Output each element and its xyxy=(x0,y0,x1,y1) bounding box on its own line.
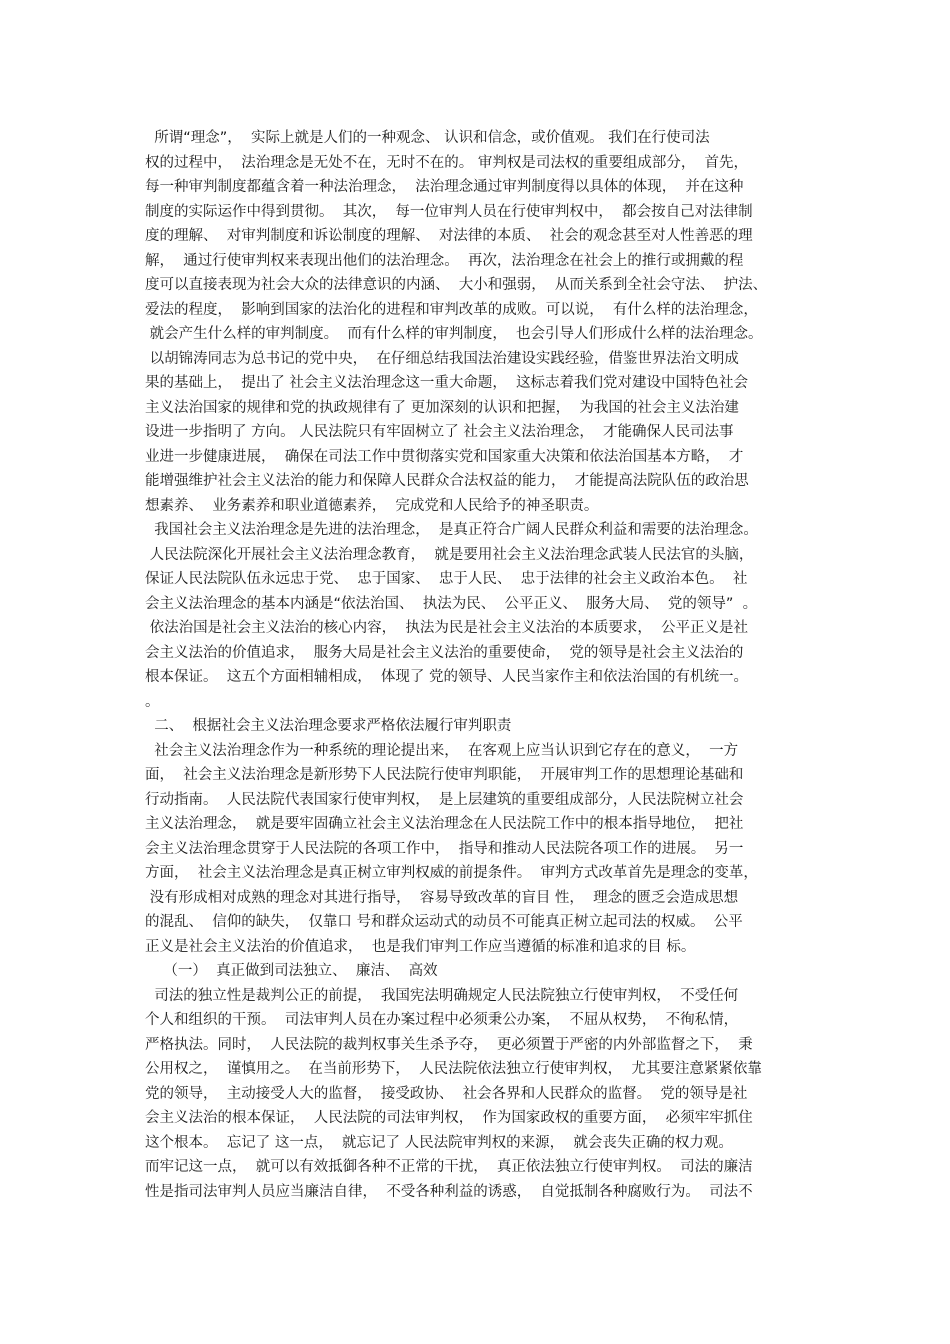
document-page xyxy=(145,126,817,1204)
text-line: 以胡锦涛同志为总书记的党中央， 在仔细总结我国法治建设实践经验，借鉴世界法治文明成 xyxy=(145,350,739,367)
text-line: 度的理解、 对审判制度和诉讼制度的理解、 对法律的本质、 社会的观念甚至对人性善恶的理 xyxy=(145,228,753,244)
text-line: 能增强维护社会主义法治的能力和保障人民群众合法权益的能力， 才能提高法院队伍的政治思 xyxy=(145,473,749,489)
text-line: 我国社会主义法治理念是先进的法治理念， 是真正符合广阔人民群众利益和需要的法治理念。 xyxy=(145,522,758,538)
text-line: 会主义法治理念贯穿于人民法院的各项工作中， 指导和推动人民法院各项工作的进展。 另一 xyxy=(145,840,744,857)
text-line: 而牢记这一点， 就可以有效抵御各种不正常的干扰， 真正依法独立行使审判权。 司法的廉洁 xyxy=(145,1159,753,1175)
text-line: 所谓“理念”， 实际上就是人们的一种观念、 认识和信念，或价值观。 我们在行使司法 xyxy=(145,130,710,146)
text-line: 方面， 社会主义法治理念是真正树立审判权威的前提条件。 审判方式改革首先是理念的变革， xyxy=(145,865,758,881)
text-line: 个人和组织的干预。 司法审判人员在办案过程中必须秉公办案， 不屈从权势， 不徇私情， xyxy=(145,1012,739,1028)
text-line: 会主义法治的价值追求， 服务大局是社会主义法治的重要使命， 党的领导是社会主义法治的 xyxy=(145,644,744,661)
text-line: 的混乱、 信仰的缺失， 仅靠口 号和群众运动式的动员不可能真正树立起司法的权威。 公平 xyxy=(145,914,743,930)
text-line: 会主义法治的根本保证， 人民法院的司法审判权， 作为国家政权的重要方面， 必须牢牢抓住 xyxy=(145,1110,753,1126)
text-line: 每一种审判制度都蕴含着一种法治理念， 法治理念通过审判制度得以具体的体现， 并在这种 xyxy=(145,179,744,195)
text-line: 严格执法。同时， 人民法院的裁判权事关生杀予夺， 更必须置于严密的内外部监督之下， 秉 xyxy=(145,1036,753,1053)
text-line: 正义是社会主义法治的价值追求， 也是我们审判工作应当遵循的标准和追求的目 标。 xyxy=(145,938,696,955)
text-line: 面， 社会主义法治理念是新形势下人民法院行使审判职能， 开展审判工作的思想理论基础和 xyxy=(145,767,744,783)
text-line: 依法治国是社会主义法治的核心内容， 执法为民是社会主义法治的本质要求， 公平正义是社 xyxy=(145,620,749,636)
text-line: 爱法的程度， 影响到国家的法治化的进程和审判改革的成败。可以说， 有什么样的法治理念， xyxy=(145,301,758,318)
text-line: 根本保证。 这五个方面相辅相成， 体现了 党的领导、人民当家作主和依法治国的有机统一。 xyxy=(145,669,749,685)
text-line: 制度的实际运作中得到贯彻。 其次， 每一位审判人员在行使审判权中， 都会按自己对法律制 xyxy=(145,203,753,220)
text-line: 保证人民法院队伍永远忠于党、 忠于国家、 忠于人民、 忠于法律的社会主义政治本色。 社 xyxy=(145,571,748,587)
text-line: 度可以直接表现为社会大众的法律意识的内涵、 大小和强弱， 从而关系到全社会守法、 护法、 xyxy=(145,277,768,293)
text-line: 行动指南。 人民法院代表国家行使审判权， 是上层建筑的重要组成部分，人民法院树立社会 xyxy=(145,791,744,808)
text-line: 。 xyxy=(145,693,160,710)
text-line: 会主义法治理念的基本内涵是“依法治国、 执法为民、 公平正义、 服务大局、 党的领导” 。 xyxy=(145,595,758,612)
text-line: 业进一步健康进展， 确保在司法工作中贯彻落实党和国家重大决策和依法治国基本方略， 才 xyxy=(145,448,744,465)
subsection-heading: （一） 真正做到司法独立、 廉洁、 高效 xyxy=(145,963,438,979)
text-line: 设进一步指明了 方向。 人民法院只有牢固树立了 社会主义法治理念， 才能确保人民司法事 xyxy=(145,424,734,440)
text-line: 这个根本。 忘记了 这一点， 就忘记了 人民法院审判权的来源， 就会丧失正确的权力观。 xyxy=(145,1134,733,1151)
text-line: 主义法治国家的规律和党的执政规律有了 更加深刻的认识和把握， 为我国的社会主义法治建 xyxy=(145,399,739,416)
text-line: 司法的独立性是裁判公正的前提， 我国宪法明确规定人民法院独立行使审判权， 不受任何 xyxy=(145,987,739,1004)
text-line: 想素养、 业务素养和职业道德素养， 完成党和人民给予的神圣职责。 xyxy=(145,497,599,514)
text-line: 权的过程中， 法治理念是无处不在，无时不在的。 审判权是司法权的重要组成部分， 首先， xyxy=(145,154,749,171)
section-heading: 二、 根据社会主义法治理念要求严格依法履行审判职责 xyxy=(145,718,512,734)
text-line: 人民法院深化开展社会主义法治理念教育， 就是要用社会主义法治理念武装人民法官的头脑， xyxy=(145,546,754,563)
text-line: 公用权之， 谨慎用之。 在当前形势下， 人民法院依法独立行使审判权， 尤其要注意紧紧依靠 xyxy=(145,1061,762,1077)
text-line: 主义法治理念， 就是要牢固确立社会主义法治理念在人民法院工作中的根本指导地位， 把社 xyxy=(145,816,744,832)
text-line: 解， 通过行使审判权来表现出他们的法治理念。 再次，法治理念在社会上的推行或拥戴的程 xyxy=(145,252,744,269)
text-line: 党的领导， 主动接受人大的监督， 接受政协、 社会各界和人民群众的监督。 党的领导是社 xyxy=(145,1085,748,1102)
text-line: 果的基础上， 提出了 社会主义法治理念这一重大命题， 这标志着我们党对建设中国特色社会 xyxy=(145,375,749,391)
text-line: 性是指司法审判人员应当廉洁自律， 不受各种利益的诱惑， 自觉抵制各种腐败行为。 司法不 xyxy=(145,1183,753,1200)
text-line: 社会主义法治理念作为一种系统的理论提出来， 在客观上应当认识到它存在的意义， 一方 xyxy=(145,742,739,759)
text-line: 就会产生什么样的审判制度。 而有什么样的审判制度， 也会引导人们形成什么样的法治理念。 xyxy=(145,326,763,342)
text-line: 没有形成相对成熟的理念对其进行指导， 容易导致改革的盲目 性， 理念的匮乏会造成思想 xyxy=(145,889,739,906)
